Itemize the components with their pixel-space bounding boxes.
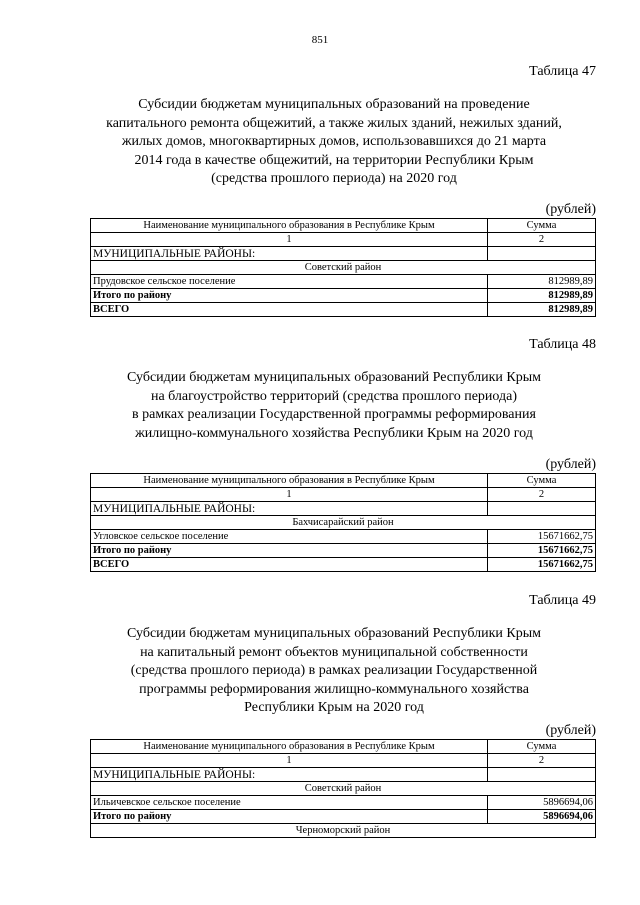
table-49-title: Субсидии бюджетам муниципальных образований Республики Крым на капитальный ремонт объектов муниципальной собственности (средства прошлого периода) в рамках реализации Государственной программы реформирования жилищно-коммунального хозяйства Республики Крым на 2020 год xyxy=(127,626,541,715)
column-number-1: 1 xyxy=(91,233,488,247)
total-row xyxy=(91,558,596,572)
total-label: ВСЕГО xyxy=(91,558,488,572)
district-row xyxy=(91,261,596,275)
subtotal-sum: 15671662,75 xyxy=(488,544,596,558)
header-sum-cell: Сумма xyxy=(488,740,596,754)
total-sum: 812989,89 xyxy=(488,303,596,317)
column-number-1: 1 xyxy=(91,488,488,502)
subtotal-sum: 5896694,06 xyxy=(488,810,596,824)
district-row xyxy=(91,516,596,530)
section-empty-cell xyxy=(488,502,596,516)
settlement-sum: 812989,89 xyxy=(488,275,596,289)
section-label: МУНИЦИПАЛЬНЫЕ РАЙОНЫ: xyxy=(91,768,488,782)
settlement-sum: 5896694,06 xyxy=(488,796,596,810)
subtotal-row xyxy=(91,289,596,303)
section-empty-cell xyxy=(488,768,596,782)
total-label: ВСЕГО xyxy=(91,303,488,317)
total-sum: 15671662,75 xyxy=(488,558,596,572)
section-label: МУНИЦИПАЛЬНЫЕ РАЙОНЫ: xyxy=(91,502,488,516)
column-number-2: 2 xyxy=(488,488,596,502)
total-row xyxy=(91,303,596,317)
table-row xyxy=(91,275,596,289)
header-name-cell: Наименование муниципального образования в Республике Крым xyxy=(91,740,488,754)
district-name-2: Черноморский район xyxy=(91,824,596,838)
subtotal-label: Итого по району xyxy=(91,810,488,824)
table-47-title: Субсидии бюджетам муниципальных образований на проведение капитального ремонта общежитий, а также жилых зданий, нежилых зданий, жилых домов, многоквартирных домов, использовавшихся до 21 марта 2014 года в качестве общежитий, на территории Республики Крым (средства прошлого периода) на 2020 год xyxy=(106,97,562,186)
header-name-cell: Наименование муниципального образования в Республике Крым xyxy=(91,474,488,488)
column-number-1: 1 xyxy=(91,754,488,768)
subtotal-label: Итого по району xyxy=(91,544,488,558)
section-row xyxy=(91,247,596,261)
table-49-unit: (рублей) xyxy=(545,723,596,738)
table-row xyxy=(91,796,596,810)
header-sum-cell: Сумма xyxy=(488,219,596,233)
table-header-row xyxy=(91,740,596,754)
subtotal-label: Итого по району xyxy=(91,289,488,303)
column-number-2: 2 xyxy=(488,754,596,768)
table-header-row xyxy=(91,474,596,488)
section-empty-cell xyxy=(488,247,596,261)
settlement-name: Угловское сельское поселение xyxy=(91,530,488,544)
subtotal-row xyxy=(91,544,596,558)
table-49 xyxy=(90,739,596,838)
settlement-sum: 15671662,75 xyxy=(488,530,596,544)
table-48-unit: (рублей) xyxy=(545,457,596,472)
section-row xyxy=(91,502,596,516)
section-row xyxy=(91,768,596,782)
table-48-label: Таблица 48 xyxy=(529,337,596,352)
table-47 xyxy=(90,218,596,317)
table-47-unit: (рублей) xyxy=(545,202,596,217)
table-47-label: Таблица 47 xyxy=(529,64,596,79)
column-number-row xyxy=(91,488,596,502)
settlement-name: Прудовское сельское поселение xyxy=(91,275,488,289)
column-number-2: 2 xyxy=(488,233,596,247)
header-name-cell: Наименование муниципального образования в Республике Крым xyxy=(91,219,488,233)
district-name: Советский район xyxy=(91,261,596,275)
subtotal-sum: 812989,89 xyxy=(488,289,596,303)
page-number: 851 xyxy=(311,34,329,46)
column-number-row xyxy=(91,754,596,768)
district-name: Бахчисарайский район xyxy=(91,516,596,530)
subtotal-row xyxy=(91,810,596,824)
table-row xyxy=(91,530,596,544)
district-name: Советский район xyxy=(91,782,596,796)
district-row xyxy=(91,824,596,838)
table-header-row xyxy=(91,219,596,233)
column-number-row xyxy=(91,233,596,247)
table-49-label: Таблица 49 xyxy=(529,593,596,608)
table-48 xyxy=(90,473,596,572)
section-label: МУНИЦИПАЛЬНЫЕ РАЙОНЫ: xyxy=(91,247,488,261)
settlement-name: Ильичевское сельское поселение xyxy=(91,796,488,810)
district-row xyxy=(91,782,596,796)
table-48-title: Субсидии бюджетам муниципальных образований Республики Крым на благоустройство территорий (средства прошлого периода) в рамках реализации Государственной программы реформирования жилищно-коммунального хозяйства Республики Крым на 2020 год xyxy=(127,370,541,441)
header-sum-cell: Сумма xyxy=(488,474,596,488)
